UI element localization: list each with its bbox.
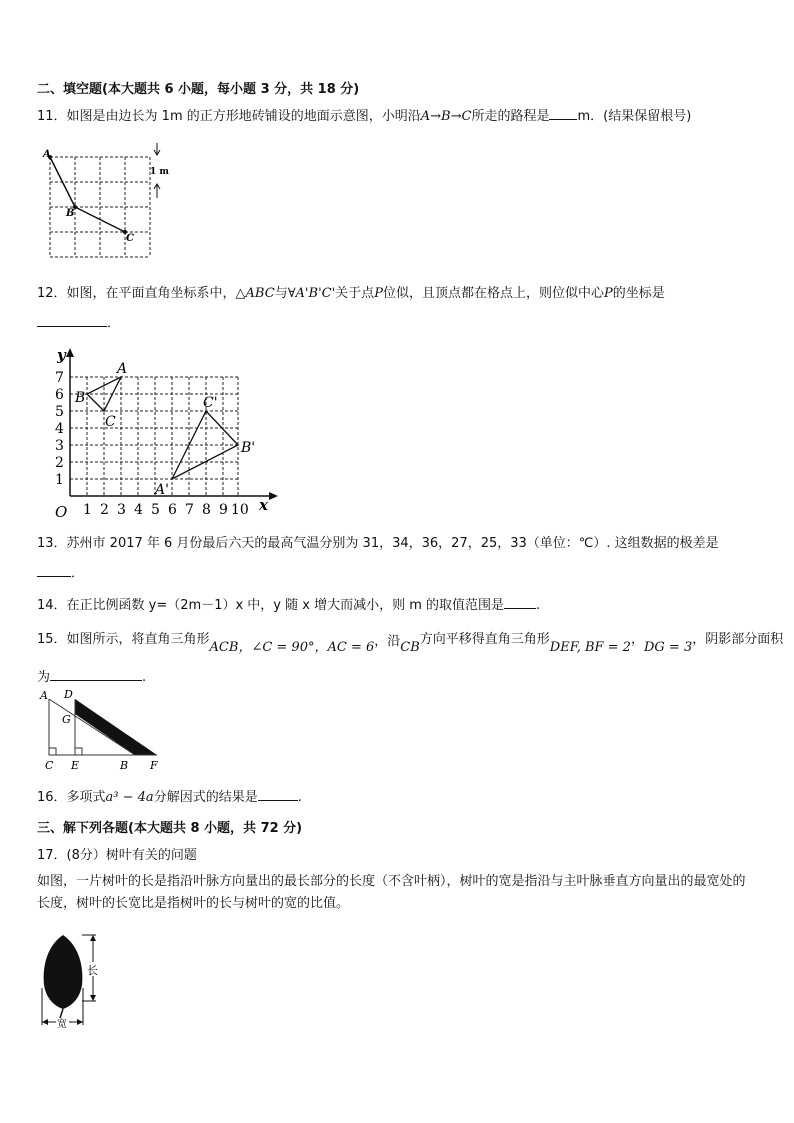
- q12-answer-blank[interactable]: [37, 314, 107, 327]
- q12-ytick: 7: [55, 370, 64, 386]
- q12-xtick: 2: [100, 502, 109, 518]
- q13-end: ．: [71, 566, 85, 581]
- q12-figure: [45, 340, 285, 525]
- q12-xtick: 4: [134, 502, 143, 518]
- q15-t3: CB: [400, 640, 420, 655]
- q12-answer-line: [37, 312, 120, 331]
- q15-text-c: 方向平移得直角三角形: [419, 632, 550, 647]
- q12-label-a: A: [117, 361, 128, 377]
- q14-end: .: [536, 598, 541, 613]
- q12-ytick: 1: [55, 472, 64, 488]
- q12-text-e: 的坐标是: [612, 286, 665, 301]
- q17-length-label: 长: [87, 964, 98, 977]
- q11-text-a: 11．如图是由边长为 1m 的正方形地砖铺设的地面示意图，小明沿: [37, 109, 421, 124]
- section2-title: 二、填空题(本大题共 6 小题，每小题 3 分，共 18 分): [37, 82, 360, 97]
- q11-text-c: m．(结果保留根号): [577, 109, 692, 124]
- q11-scale-label: 1 m: [150, 167, 169, 177]
- q12-x-axis-label: x: [259, 496, 268, 514]
- q11-path: A→B→C: [420, 109, 472, 124]
- q12-xtick: 1: [83, 502, 92, 518]
- q14-text: [37, 594, 540, 613]
- q15-text-a: 15．如图所示，将直角三角形: [37, 632, 210, 647]
- q11-answer-blank[interactable]: [549, 107, 577, 120]
- q15-label-d: D: [64, 688, 73, 701]
- q12-label-c: C: [105, 414, 116, 430]
- leaf-icon: [44, 935, 83, 1009]
- q17-width-label: 宽: [57, 1019, 67, 1028]
- q12-label-b: B: [75, 390, 86, 406]
- q15-t5: DG = 3: [643, 640, 693, 655]
- q12-label-b-prime: B': [241, 440, 256, 456]
- q15-t2: ，∠C = 90°，AC = 6: [238, 640, 375, 655]
- q12-xtick: 6: [168, 502, 177, 518]
- q15-line2: 为: [37, 670, 51, 685]
- q15-label-b: B: [120, 759, 129, 772]
- q15-text-b: ，沿: [374, 634, 401, 649]
- q15-shaded-region: [75, 699, 157, 755]
- q16-text-b: 分解因式的结果是: [153, 790, 258, 805]
- q17-heading: 17．(8分）树叶有关的问题: [37, 848, 197, 863]
- q13-answer-blank[interactable]: [37, 564, 71, 577]
- q15-text-d: ，: [630, 632, 644, 647]
- q12-tri2: ∀A'B'C': [287, 286, 336, 301]
- q16-end: .: [297, 790, 302, 805]
- q12-tri1: △ABC: [235, 286, 275, 301]
- q16-text: [37, 786, 302, 805]
- q17-leaf-figure: [38, 930, 108, 1028]
- q12-label-c-prime: C': [203, 395, 218, 411]
- q12-ytick: 5: [55, 404, 64, 420]
- q12-xtick: 9: [219, 502, 228, 518]
- q11-text: [37, 105, 691, 124]
- q15-label-c: C: [45, 759, 54, 772]
- q12-origin-label: O: [55, 503, 68, 521]
- q13-text: 13．苏州市 2017 年 6 月份最后六天的最高气温分别为 31，34，36，27，25，33（单位：℃）. 这组数据的极差是: [37, 536, 719, 551]
- q11-label-a: A: [43, 149, 51, 160]
- q12-label-a-prime: A': [155, 482, 169, 498]
- q14-text-a: 14．在正比例函数 y=（2m－1）x 中，y 随 x 增大而减小，则 m 的取值范围是: [37, 598, 505, 613]
- q12-xtick: 10: [231, 502, 249, 518]
- q16-expr: a³ − 4a: [105, 790, 154, 805]
- q12-text: [37, 282, 665, 301]
- q15-t4: DEF, BF = 2: [549, 640, 631, 655]
- q12-ytick: 6: [55, 387, 64, 403]
- q15-text-e: ，阴影部分面积: [692, 632, 784, 647]
- q12-end: ．: [107, 316, 121, 331]
- q12-p: P: [374, 286, 383, 301]
- q12-text-b: 与: [274, 286, 288, 301]
- q15-t1: ACB: [209, 640, 239, 655]
- q15-text: [37, 628, 784, 655]
- q12-xtick: 7: [185, 502, 194, 518]
- q17-paragraph: 如图，一片树叶的长是指沿叶脉方向量出的最长部分的长度（不含叶柄），树叶的宽是指沿与主叶脉垂直方向量出的最宽处的长度，树叶的长宽比是指树叶的长与树叶的宽的比值。: [37, 874, 746, 911]
- q12-xtick: 5: [151, 502, 160, 518]
- q15-label-e: E: [71, 759, 80, 772]
- q12-text-a: 12．如图，在平面直角坐标系中，: [37, 286, 236, 301]
- q15-answer-line: [37, 666, 146, 685]
- q12-p2: P: [603, 286, 613, 301]
- section3-title: 三、解下列各题(本大题共 8 小题，共 72 分): [37, 821, 303, 836]
- q12-xtick: 8: [202, 502, 211, 518]
- q14-answer-blank[interactable]: [504, 596, 536, 609]
- q12-text-c: 关于点: [335, 286, 375, 301]
- q16-answer-blank[interactable]: [258, 788, 298, 801]
- q15-end: .: [142, 670, 147, 685]
- q11-label-c: C: [126, 233, 134, 244]
- q12-y-axis-label: y: [57, 346, 66, 364]
- q16-text-a: 16．多项式: [37, 790, 106, 805]
- q15-answer-blank[interactable]: [50, 668, 142, 681]
- q11-figure: [40, 140, 175, 265]
- q12-ytick: 2: [55, 455, 64, 471]
- q11-text-b: 所走的路程是: [471, 109, 550, 124]
- q15-label-f: F: [150, 759, 158, 772]
- q12-text-d: 位似，且顶点都在格点上，则位似中心: [382, 286, 604, 301]
- q12-ytick: 3: [55, 438, 64, 454]
- q15-label-g: G: [62, 713, 71, 726]
- q12-ytick: 4: [55, 421, 64, 437]
- q15-figure: [38, 688, 163, 773]
- q12-xtick: 3: [117, 502, 126, 518]
- q11-label-b: B: [66, 208, 75, 219]
- q15-label-a: A: [40, 689, 48, 702]
- q13-answer-line: [37, 562, 84, 581]
